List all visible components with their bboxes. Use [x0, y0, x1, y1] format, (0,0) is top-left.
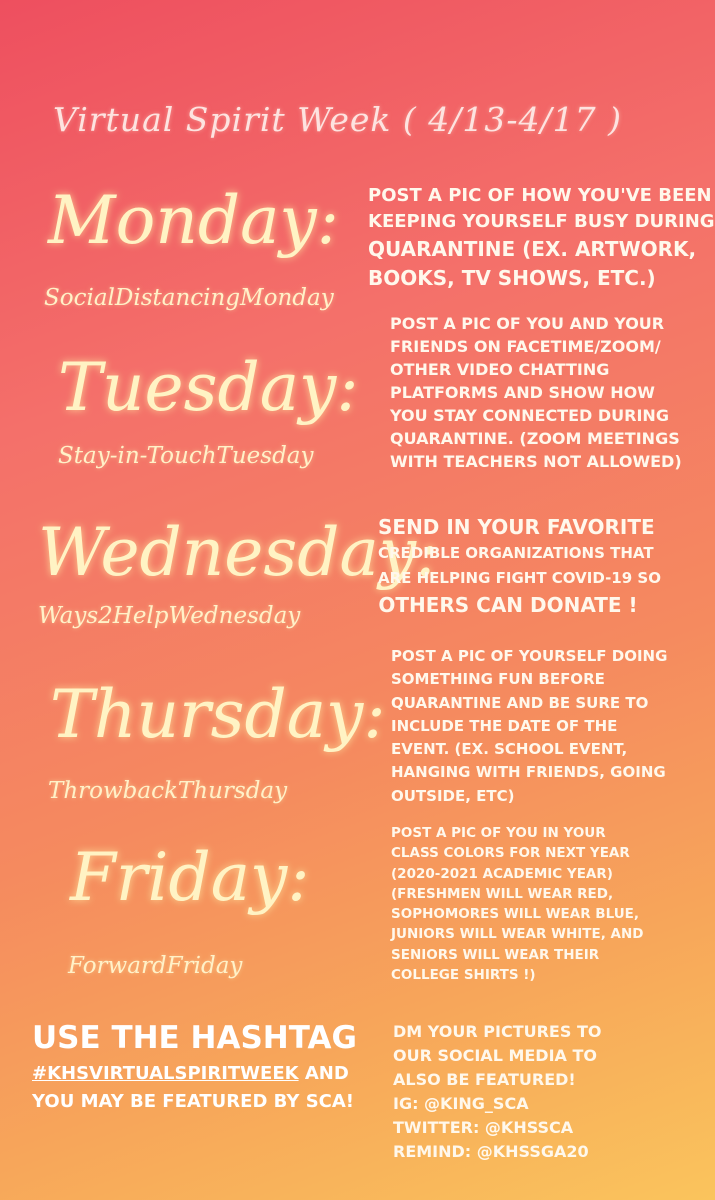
contact-line: OUR SOCIAL MEDIA TO — [393, 1046, 598, 1065]
hashtag-tag-suffix: AND — [298, 1062, 349, 1084]
desc-line: SENIORS WILL WEAR THEIR — [391, 946, 600, 963]
theme-monday: SocialDistancingMonday — [44, 285, 334, 311]
desc-tuesday — [390, 312, 682, 473]
desc-wednesday — [378, 514, 661, 619]
desc-line: (FRESHMEN WILL WEAR RED, — [391, 885, 614, 902]
desc-line: QUARANTINE (EX. ARTWORK, — [368, 237, 697, 262]
desc-line: CREDIBLE ORGANIZATIONS THAT — [378, 544, 654, 562]
desc-line: COLLEGE SHIRTS !) — [391, 966, 536, 983]
day-monday: Monday: — [48, 182, 339, 259]
desc-line: FRIENDS ON FACETIME/ZOOM/ — [390, 337, 661, 357]
contact-info — [393, 1020, 653, 1164]
desc-line: BOOKS, TV SHOWS, ETC.) — [368, 266, 656, 291]
day-friday: Friday: — [70, 839, 310, 916]
desc-line: POST A PIC OF YOU IN YOUR — [391, 825, 606, 841]
desc-monday — [368, 183, 715, 293]
hashtag-callout — [32, 1018, 357, 1116]
day-tuesday: Tuesday: — [58, 349, 359, 426]
desc-line: EVENT. (EX. SCHOOL EVENT, — [391, 740, 628, 758]
day-thursday: Thursday: — [50, 676, 386, 753]
desc-line: HANGING WITH FRIENDS, GOING — [391, 763, 666, 782]
desc-line: (2020-2021 ACADEMIC YEAR) — [391, 865, 613, 882]
contact-remind: REMIND: @KHSSGA20 — [393, 1142, 589, 1161]
desc-line: SEND IN YOUR FAVORITE — [378, 515, 655, 539]
desc-line: INCLUDE THE DATE OF THE — [391, 716, 618, 735]
desc-line: QUARANTINE AND BE SURE TO — [391, 693, 649, 712]
desc-line: POST A PIC OF YOURSELF DOING — [391, 647, 668, 665]
desc-line: JUNIORS WILL WEAR WHITE, AND — [391, 926, 644, 943]
desc-line: POST A PIC OF HOW YOU'VE BEEN — [368, 185, 712, 206]
desc-line: YOU STAY CONNECTED DURING — [390, 406, 669, 426]
spirit-week-title: Virtual Spirit Week ( 4/13-4/17 ) — [52, 100, 623, 139]
theme-wednesday: Ways2HelpWednesday — [38, 603, 301, 629]
contact-line: ALSO BE FEATURED! — [393, 1070, 576, 1089]
desc-line: ARE HELPING FIGHT COVID-19 SO — [378, 568, 661, 587]
contact-line: DM YOUR PICTURES TO — [393, 1022, 602, 1041]
hashtag-line — [32, 1060, 349, 1088]
hashtag-line3: YOU MAY BE FEATURED BY SCA! — [32, 1090, 355, 1112]
contact-twitter: TWITTER: @KHSSCA — [393, 1118, 574, 1137]
theme-tuesday: Stay-in-TouchTuesday — [58, 443, 314, 469]
desc-line: QUARANTINE. (ZOOM MEETINGS — [390, 429, 680, 449]
hashtag-heading: USE THE HASHTAG — [32, 1020, 357, 1056]
desc-line: KEEPING YOURSELF BUSY DURING — [368, 211, 715, 233]
desc-line: PLATFORMS AND SHOW HOW — [390, 383, 655, 403]
desc-line: POST A PIC OF YOU AND YOUR — [390, 314, 665, 333]
desc-thursday — [391, 645, 668, 808]
desc-friday — [391, 823, 651, 985]
day-wednesday: Wednesday: — [38, 514, 439, 591]
hashtag-tag: #KHSVIRTUALSPIRITWEEK — [32, 1062, 299, 1084]
desc-line: OTHERS CAN DONATE ! — [378, 592, 638, 617]
desc-line: CLASS COLORS FOR NEXT YEAR — [391, 845, 630, 862]
desc-line: WITH TEACHERS NOT ALLOWED) — [390, 452, 682, 472]
desc-line: OTHER VIDEO CHATTING — [390, 360, 610, 380]
theme-friday: ForwardFriday — [68, 953, 243, 979]
theme-thursday: ThrowbackThursday — [48, 778, 288, 804]
desc-line: OUTSIDE, ETC) — [391, 786, 515, 805]
contact-instagram: IG: @KING_SCA — [393, 1094, 529, 1113]
desc-line: SOMETHING FUN BEFORE — [391, 670, 605, 689]
desc-line: SOPHOMORES WILL WEAR BLUE, — [391, 906, 640, 922]
